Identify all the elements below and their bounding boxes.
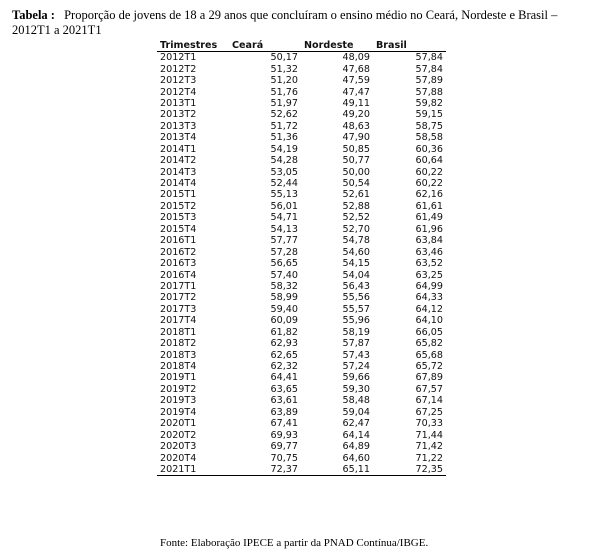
cell-ceara: 54,13 — [270, 223, 298, 235]
cell-period: 2012T2 — [160, 63, 197, 75]
cell-brasil: 64,33 — [415, 292, 443, 304]
cell-period: 2015T4 — [160, 223, 197, 235]
table-row — [157, 166, 446, 177]
cell-ceara: 54,28 — [270, 155, 298, 167]
cell-brasil: 61,96 — [415, 223, 443, 235]
table-row — [157, 212, 446, 223]
cell-ceara: 62,93 — [270, 338, 298, 350]
table-row — [157, 121, 446, 132]
cell-period: 2018T4 — [160, 361, 197, 373]
cell-period: 2014T4 — [160, 178, 197, 190]
cell-ceara: 58,99 — [270, 292, 298, 304]
cell-period: 2013T1 — [160, 97, 197, 109]
table-row — [157, 407, 446, 418]
cell-ceara: 67,41 — [270, 418, 298, 430]
cell-ceara: 63,61 — [270, 395, 298, 407]
caption-label: Tabela : — [12, 8, 55, 22]
cell-ceara: 57,40 — [270, 269, 298, 281]
cell-ceara: 69,93 — [270, 429, 298, 441]
cell-brasil: 65,72 — [415, 361, 443, 373]
cell-nordeste: 47,90 — [342, 132, 370, 144]
table-row — [157, 452, 446, 463]
cell-ceara: 57,77 — [270, 235, 298, 247]
cell-nordeste: 48,63 — [342, 120, 370, 132]
cell-period: 2020T2 — [160, 429, 197, 441]
cell-period: 2016T3 — [160, 258, 197, 270]
cell-period: 2015T3 — [160, 212, 197, 224]
cell-nordeste: 59,66 — [342, 372, 370, 384]
cell-period: 2020T4 — [160, 452, 197, 464]
cell-nordeste: 52,70 — [342, 223, 370, 235]
table-row — [157, 144, 446, 155]
cell-brasil: 71,42 — [415, 441, 443, 453]
header-nordeste: Nordeste — [301, 39, 373, 52]
cell-ceara: 70,75 — [270, 452, 298, 464]
cell-period: 2018T1 — [160, 326, 197, 338]
cell-nordeste: 54,15 — [342, 258, 370, 270]
cell-nordeste: 47,68 — [342, 63, 370, 75]
table-header-row — [157, 39, 446, 52]
cell-ceara: 64,41 — [270, 372, 298, 384]
cell-period: 2016T2 — [160, 246, 197, 258]
cell-nordeste: 50,00 — [342, 166, 370, 178]
cell-ceara: 50,17 — [270, 52, 298, 64]
source-note: Fonte: Elaboração IPECE a partir da PNAD Contínua/IBGE. — [160, 537, 429, 549]
cell-period: 2013T4 — [160, 132, 197, 144]
cell-brasil: 64,12 — [415, 303, 443, 315]
cell-ceara: 72,37 — [229, 464, 301, 476]
cell-brasil: 63,52 — [415, 258, 443, 270]
header-trimestres: Trimestres — [157, 39, 229, 52]
cell-brasil: 57,84 — [415, 63, 443, 75]
cell-brasil: 67,89 — [415, 372, 443, 384]
data-table-container — [157, 39, 446, 476]
cell-brasil: 70,33 — [415, 418, 443, 430]
cell-period: 2017T4 — [160, 315, 197, 327]
header-brasil: Brasil — [373, 39, 446, 52]
cell-brasil: 66,05 — [415, 326, 443, 338]
cell-brasil: 71,22 — [415, 452, 443, 464]
cell-nordeste: 54,78 — [342, 235, 370, 247]
cell-ceara: 51,72 — [270, 120, 298, 132]
cell-nordeste: 47,47 — [342, 86, 370, 98]
cell-brasil: 59,15 — [415, 109, 443, 121]
cell-nordeste: 48,09 — [342, 52, 370, 64]
cell-nordeste: 55,96 — [342, 315, 370, 327]
table-row — [157, 63, 446, 74]
cell-brasil: 60,64 — [415, 155, 443, 167]
cell-period: 2017T1 — [160, 280, 197, 292]
table-row — [157, 98, 446, 109]
cell-ceara: 56,01 — [270, 200, 298, 212]
cell-nordeste: 54,04 — [342, 269, 370, 281]
cell-brasil: 60,36 — [415, 143, 443, 155]
cell-nordeste: 56,43 — [342, 280, 370, 292]
cell-brasil: 72,35 — [373, 464, 446, 476]
cell-brasil: 60,22 — [415, 178, 443, 190]
cell-ceara: 60,09 — [270, 315, 298, 327]
table-row — [157, 224, 446, 235]
cell-nordeste: 50,85 — [342, 143, 370, 155]
cell-ceara: 53,05 — [270, 166, 298, 178]
table-caption — [12, 8, 592, 38]
cell-ceara: 51,76 — [270, 86, 298, 98]
cell-nordeste: 64,14 — [342, 429, 370, 441]
cell-nordeste: 49,11 — [342, 97, 370, 109]
cell-nordeste: 52,88 — [342, 200, 370, 212]
cell-nordeste: 59,04 — [342, 406, 370, 418]
cell-period: 2021T1 — [157, 464, 229, 476]
cell-period: 2019T1 — [160, 372, 197, 384]
cell-brasil: 57,84 — [415, 52, 443, 64]
cell-brasil: 71,44 — [415, 429, 443, 441]
cell-period: 2019T3 — [160, 395, 197, 407]
cell-period: 2020T3 — [160, 441, 197, 453]
header-ceara: Ceará — [229, 39, 301, 52]
cell-brasil: 64,10 — [415, 315, 443, 327]
table-row — [157, 464, 446, 476]
table-row — [157, 384, 446, 395]
cell-period: 2012T1 — [160, 52, 197, 64]
cell-ceara: 57,28 — [270, 246, 298, 258]
cell-brasil: 63,46 — [415, 246, 443, 258]
cell-nordeste: 50,54 — [342, 178, 370, 190]
cell-ceara: 54,19 — [270, 143, 298, 155]
cell-ceara: 51,20 — [270, 75, 298, 87]
cell-brasil: 67,57 — [415, 383, 443, 395]
cell-nordeste: 64,60 — [342, 452, 370, 464]
cell-period: 2014T3 — [160, 166, 197, 178]
cell-ceara: 54,71 — [270, 212, 298, 224]
cell-period: 2019T4 — [160, 406, 197, 418]
cell-period: 2016T1 — [160, 235, 197, 247]
cell-nordeste: 58,19 — [342, 326, 370, 338]
cell-period: 2017T3 — [160, 303, 197, 315]
cell-nordeste: 49,20 — [342, 109, 370, 121]
cell-period: 2014T2 — [160, 155, 197, 167]
cell-period: 2012T3 — [160, 75, 197, 87]
cell-ceara: 55,13 — [270, 189, 298, 201]
table-row — [157, 281, 446, 292]
table-row — [157, 395, 446, 406]
cell-ceara: 62,65 — [270, 349, 298, 361]
cell-period: 2017T2 — [160, 292, 197, 304]
data-table — [157, 39, 446, 476]
cell-period: 2014T1 — [160, 143, 197, 155]
table-row — [157, 201, 446, 212]
table-row — [157, 441, 446, 452]
caption-text: Proporção de jovens de 18 a 29 anos que concluíram o ensino médio no Ceará, Nordeste e Brasil – 2012T1 a 2021T1 — [12, 8, 558, 37]
cell-nordeste: 52,52 — [342, 212, 370, 224]
cell-nordeste: 52,61 — [342, 189, 370, 201]
cell-brasil: 61,61 — [415, 200, 443, 212]
cell-ceara: 51,32 — [270, 63, 298, 75]
cell-nordeste: 57,43 — [342, 349, 370, 361]
cell-ceara: 63,65 — [270, 383, 298, 395]
table-row — [157, 349, 446, 360]
table-row — [157, 327, 446, 338]
cell-ceara: 52,62 — [270, 109, 298, 121]
cell-period: 2012T4 — [160, 86, 197, 98]
cell-brasil: 57,89 — [415, 75, 443, 87]
cell-brasil: 57,88 — [415, 86, 443, 98]
cell-brasil: 60,22 — [415, 166, 443, 178]
table-row — [157, 372, 446, 383]
cell-ceara: 61,82 — [270, 326, 298, 338]
cell-nordeste: 62,47 — [342, 418, 370, 430]
cell-period: 2013T2 — [160, 109, 197, 121]
cell-ceara: 51,97 — [270, 97, 298, 109]
cell-brasil: 58,75 — [415, 120, 443, 132]
table-row — [157, 418, 446, 429]
cell-ceara: 63,89 — [270, 406, 298, 418]
cell-period: 2019T2 — [160, 383, 197, 395]
table-row — [157, 155, 446, 166]
cell-period: 2015T1 — [160, 189, 197, 201]
table-row — [157, 246, 446, 257]
cell-nordeste: 64,89 — [342, 441, 370, 453]
cell-period: 2013T3 — [160, 120, 197, 132]
cell-period: 2020T1 — [160, 418, 197, 430]
cell-brasil: 63,84 — [415, 235, 443, 247]
cell-ceara: 59,40 — [270, 303, 298, 315]
cell-nordeste: 58,48 — [342, 395, 370, 407]
cell-ceara: 51,36 — [270, 132, 298, 144]
cell-brasil: 64,99 — [415, 280, 443, 292]
table-row — [157, 189, 446, 200]
cell-brasil: 67,25 — [415, 406, 443, 418]
cell-ceara: 58,32 — [270, 280, 298, 292]
table-row — [157, 86, 446, 97]
table-row — [157, 132, 446, 143]
cell-brasil: 61,49 — [415, 212, 443, 224]
table-row — [157, 52, 446, 64]
cell-brasil: 58,58 — [415, 132, 443, 144]
cell-brasil: 59,82 — [415, 97, 443, 109]
cell-nordeste: 57,24 — [342, 361, 370, 373]
table-row — [157, 178, 446, 189]
table-body — [157, 52, 446, 476]
cell-ceara: 56,65 — [270, 258, 298, 270]
cell-nordeste: 47,59 — [342, 75, 370, 87]
cell-period: 2018T2 — [160, 338, 197, 350]
cell-nordeste: 54,60 — [342, 246, 370, 258]
cell-nordeste: 57,87 — [342, 338, 370, 350]
cell-period: 2015T2 — [160, 200, 197, 212]
cell-ceara: 62,32 — [270, 361, 298, 373]
cell-nordeste: 59,30 — [342, 383, 370, 395]
table-row — [157, 292, 446, 303]
cell-brasil: 62,16 — [415, 189, 443, 201]
table-row — [157, 304, 446, 315]
cell-brasil: 63,25 — [415, 269, 443, 281]
table-row — [157, 109, 446, 120]
cell-brasil: 65,68 — [415, 349, 443, 361]
cell-ceara: 69,77 — [270, 441, 298, 453]
table-row — [157, 235, 446, 246]
table-row — [157, 338, 446, 349]
table-row — [157, 361, 446, 372]
cell-brasil: 65,82 — [415, 338, 443, 350]
cell-nordeste: 55,56 — [342, 292, 370, 304]
cell-brasil: 67,14 — [415, 395, 443, 407]
table-row — [157, 75, 446, 86]
cell-nordeste: 50,77 — [342, 155, 370, 167]
table-row — [157, 269, 446, 280]
table-row — [157, 315, 446, 326]
cell-period: 2016T4 — [160, 269, 197, 281]
table-row — [157, 429, 446, 440]
cell-nordeste: 55,57 — [342, 303, 370, 315]
cell-nordeste: 65,11 — [301, 464, 373, 476]
table-row — [157, 258, 446, 269]
cell-period: 2018T3 — [160, 349, 197, 361]
cell-ceara: 52,44 — [270, 178, 298, 190]
